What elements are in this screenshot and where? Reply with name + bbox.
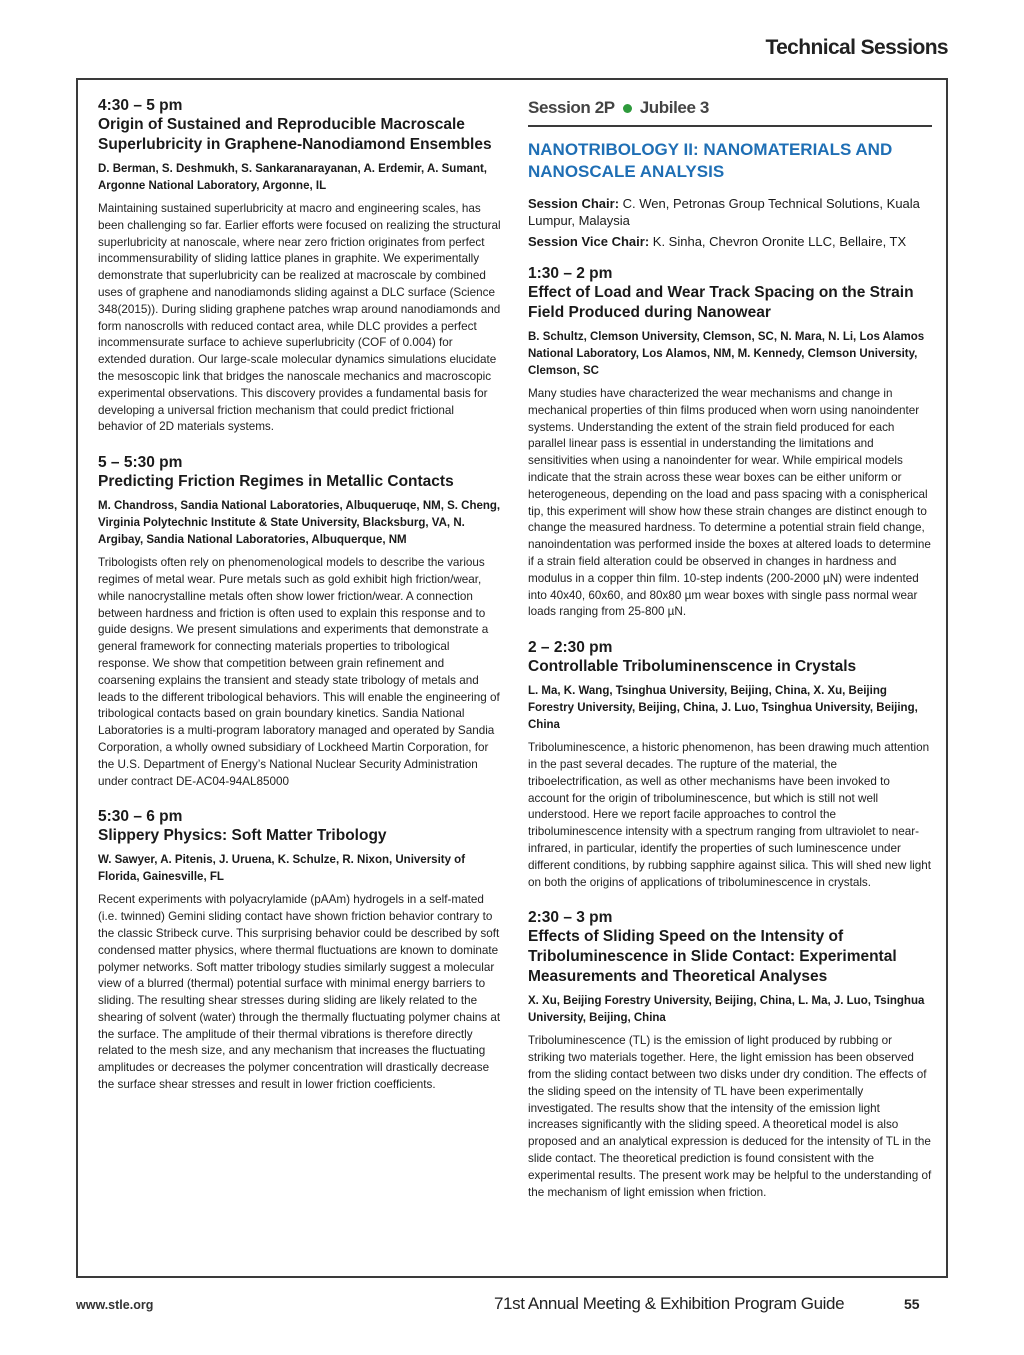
talk-time: 5:30 – 6 pm <box>98 808 183 826</box>
right-column <box>528 98 932 1218</box>
talk-title: Predicting Friction Regimes in Metallic Contacts <box>98 473 454 491</box>
talk <box>98 453 502 790</box>
talk <box>528 908 932 1201</box>
session-chairs <box>528 195 932 250</box>
talk <box>98 96 502 436</box>
session-heading <box>528 98 932 127</box>
session-code: Session 2P <box>528 98 615 117</box>
session-room: Jubilee 3 <box>639 98 709 117</box>
left-column <box>98 96 502 1111</box>
bullet-dot-icon <box>623 104 632 113</box>
talk-abstract: Triboluminescence (TL) is the emission of light produced by rubbing or striking two materials together. Here, the light emission has been observed from the sliding contact between two disks under dry condition. The effects of the sliding speed on the intensity of TL have been experimentally investigated. The results show that the intensity of the emission light increases significantly with the sliding speed. A theoretical model is also proposed and an analytical expression is deduced for the intensity of TL in the slide contact. The theoretical prediction is found consistent with the experimental results. The present work may be helpful to the understanding of the mechanism of light emission when friction. <box>528 1034 932 1199</box>
talk-title: Origin of Sustained and Reproducible Macroscale Superlubricity in Graphene-Nanodiamond Ensembles <box>98 116 492 153</box>
talk-authors: W. Sawyer, A. Pitenis, J. Uruena, K. Schulze, R. Nixon, University of Florida, Gainesville, FL <box>98 854 466 884</box>
talk-time: 2 – 2:30 pm <box>528 639 613 657</box>
vice-chair-name: K. Sinha, Chevron Oronite LLC, Bellaire, TX <box>652 234 907 249</box>
session-vice-chair <box>528 233 932 250</box>
talk-time: 5 – 5:30 pm <box>98 454 183 472</box>
talk-authors: D. Berman, S. Deshmukh, S. Sankaranarayanan, A. Erdemir, A. Sumant, Argonne National Laboratory, Argonne, IL <box>98 163 488 192</box>
vice-chair-label: Session Vice Chair: <box>528 234 650 249</box>
talk-title: Controllable Triboluminenscence in Crystals <box>528 658 857 676</box>
talk-title: Effects of Sliding Speed on the Intensity of Triboluminescence in Slide Contact: Experimental Measurements and Theoretical Analyses <box>528 928 897 986</box>
talk-title: Slippery Physics: Soft Matter Tribology <box>98 827 387 845</box>
chair-name: C. Wen, Petronas Group Technical Solutions, Kuala Lumpur, Malaysia <box>528 196 920 228</box>
talk <box>528 638 932 891</box>
session-chair <box>528 195 932 229</box>
talk-abstract: Triboluminescence, a historic phenomenon, has been drawing much attention in the past several decades. The rupture of the material, the triboelectrification, as well as other mechanisms have been invoked to account for the origin of triboluminescence, but which is still not well understood. Here we report facile approaches to control the triboluminescence intensity with a spectrum ranging from ultraviolet to near-infrared, in particular, identify the properties of such luminescence under different conditions, by rubbing sapphire against silica. This will shed new light on both the origins of applications of triboluminescence in crystals. <box>528 741 932 889</box>
talk-time: 2:30 – 3 pm <box>528 909 613 927</box>
talk <box>98 807 502 1094</box>
talk-time: 1:30 – 2 pm <box>528 265 613 282</box>
session-title: NANOTRIBOLOGY II: NANOMATERIALS AND NANOSCALE ANALYSIS <box>528 140 893 181</box>
talk-abstract: Many studies have characterized the wear mechanisms and change in mechanical properties of thin films produced when worn using nanoindenter systems. Understanding the extent of the strain field produced for each parallel linear pass is essential in understanding the limitations and sensitivities when using a nanoindenter for wear. While empirical models indicate that the strain across these wear boxes can be either uniform or heterogeneous, depending on the load and pass spacing with a conispherical tip, this experiment will show how these strain changes are distinct enough to change the measured hardness. To determine a potential strain field change, nanoindentation was performed inside the boxes at altered loads to determine if a strain field alteration could be observed in changes in hardness and modulus in a copper thin film. 10-step indents (200-2000 µN) were indented into 40x40, 60x60, and 80x80 µm wear boxes with single pass normal wear loads ranging from 25-800 µN. <box>528 387 931 619</box>
talk-authors: X. Xu, Beijing Forestry University, Beijing, China, L. Ma, J. Luo, Tsinghua University, Beijing, China <box>528 995 925 1025</box>
footer-guide-title: 71st Annual Meeting & Exhibition Program Guide <box>494 1294 845 1313</box>
talk-abstract: Maintaining sustained superlubricity at macro and engineering scales, has been challenging so far. Earlier efforts were focused on realizing the structural superlubricity at nanoscale, where near zero friction originates from perfect incommensurability of sliding lattice planes in graphite. We experimentally demonstrate that superlubricity can be realized at macroscale by combined uses of graphene and nanodiamonds sliding against a DLC surface (Science 348(2015)). During sliding graphene patches wrap around nanodiamonds and form nanoscrolls with reduced contact area, while DLC provides a perfect incommensurate surface to achieve superlubricity (COF of 0.004) for extended duration. Our large-scale molecular dynamics simulations elucidate the mesoscopic link that bridges the nanoscale mechanics and macroscopic experimental observations. This discovery provides a fundamental basis for developing a universal friction mechanism that could predict frictional behavior of 2D materials systems. <box>98 202 501 434</box>
talk-title: Effect of Load and Wear Track Spacing on the Strain Field Produced during Nanowear <box>528 284 914 321</box>
talk-abstract: Recent experiments with polyacrylamide (pAAm) hydrogels in a self-mated (i.e. twinned) Gemini sliding contact have shown friction behavior contrary to the classic Stribeck curve. This surprising behavior could be described by soft condensed matter physics, where thermal fluctuations are known to dominate polymer networks. Soft matter tribology studies similarly suggest a molecular view of a blurred (thermal) potential surface with minimal energy barriers to sliding. The resulting shear stresses during sliding are likely related to the shearing of solvent (water) through the thermally fluctuating polymer chains at the surface. The amplitude of their thermal vibrations is therefore directly related to the mesh size, and any mechanism that increases the fluctuating amplitudes or decreases the polymer concentration will drastically decrease the surface shear stresses and result in lower friction coefficients. <box>98 893 501 1092</box>
talk <box>528 264 932 621</box>
talk-abstract: Tribologists often rely on phenomenological models to describe the various regimes of metal wear. Pure metals such as gold exhibit high friction/wear, while nanocrystalline metals often show lower friction/wear. A connection between hardness and friction is often used to explain this response and to guide designs. We present simulations and experiments that demonstrate a general framework for connecting materials properties to tribological response. We show that competition between grain refinement and coarsening explains the transient and steady state tribology of metals and leads to the different tribological behaviors. This will enable the engineering of tribological contacts based on grain boundary kinetics. Sandia National Laboratories is a multi-program laboratory managed and operated by Sandia Corporation, a wholly owned subsidiary of Lockheed Martin Corporation, for the U.S. Department of Energy’s National Nuclear Security Administration under contract DE-AC04-94AL85000 <box>98 556 500 788</box>
talk-authors: M. Chandross, Sandia National Laboratories, Albuqueruqe, NM, S. Cheng, Virginia Polytechnic Institute & State University, Blacksburg, VA, N. Argibay, Sandia National Laboratories, Albuquerque, NM <box>98 500 501 547</box>
talk-authors: L. Ma, K. Wang, Tsinghua University, Beijing, China, X. Xu, Beijing Forestry University, Beijing, China, J. Luo, Tsinghua University, Beijing, China <box>528 685 918 732</box>
talk-authors: B. Schultz, Clemson University, Clemson, SC, N. Mara, N. Li, Los Alamos National Laboratory, Los Alamos, NM, M. Kennedy, Clemson University, Clemson, SC <box>528 331 925 377</box>
content-frame <box>76 78 948 1278</box>
section-header: Technical Sessions <box>765 36 948 59</box>
talk-time: 4:30 – 5 pm <box>98 97 183 114</box>
page-number: 55 <box>904 1296 920 1312</box>
chair-label: Session Chair: <box>528 196 620 211</box>
footer-url[interactable]: www.stle.org <box>76 1298 154 1312</box>
